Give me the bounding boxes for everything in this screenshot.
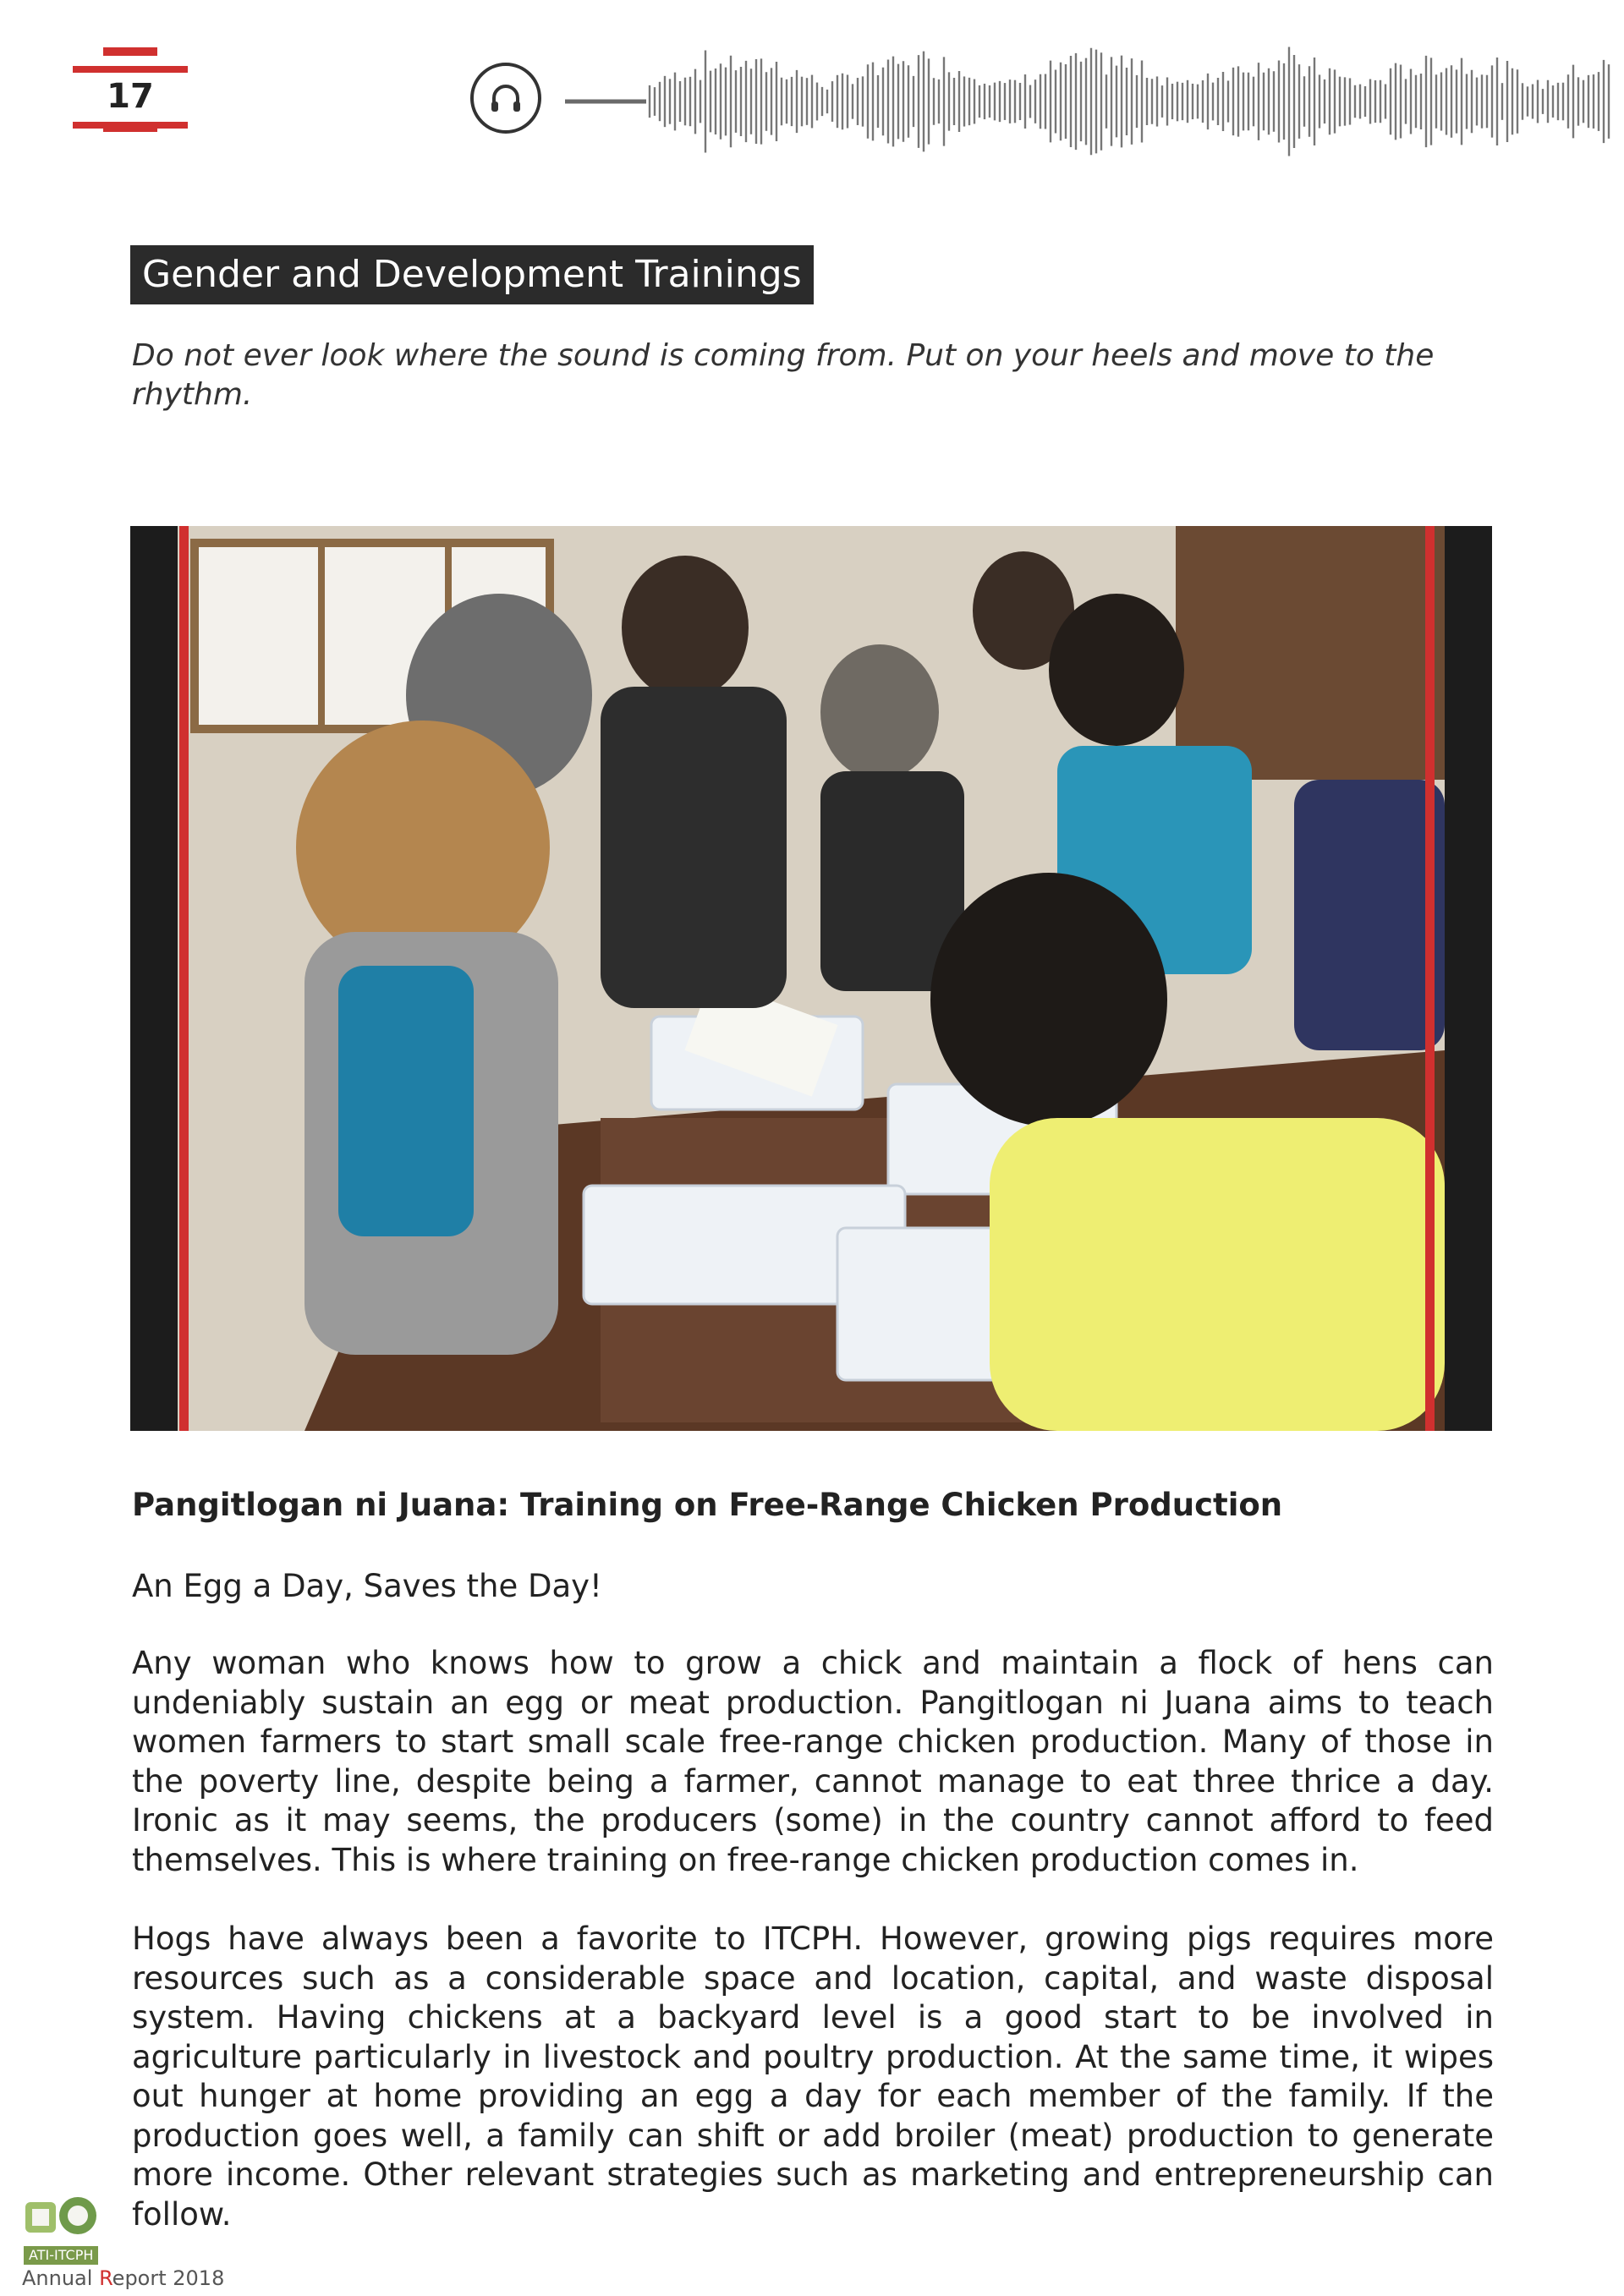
article-tagline: An Egg a Day, Saves the Day! <box>132 1568 602 1604</box>
article-paragraph: Any woman who knows how to grow a chick and maintain a flock of hens can undeniably sustain an egg or meat production. Pangitlogan ni Juana aims to teach women farmers to start small scale free-range chicken production. Many of those in the poverty line, despite being a farmer, cannot manage to eat three thrice a day. Ironic as it may seems, the producers (some) in the country cannot afford to feed themselves. This is where training on free-range chicken production comes in. <box>132 1645 1494 1878</box>
sound-waveform <box>565 34 1614 169</box>
photo-scene <box>178 526 1445 1431</box>
page-number: 17 <box>107 77 154 116</box>
photo-accent-right <box>1425 526 1435 1431</box>
footer-branding <box>17 2190 228 2290</box>
org-label: ATI-ITCPH <box>24 2246 98 2265</box>
ati-logo-icon <box>24 2190 100 2241</box>
article-paragraph: Hogs have always been a favorite to ITCPH. However, growing pigs requires more resources such as a considerable space and location, capital, and waste disposal system. Having chickens at a backyard level is a good start to be involved in agriculture particularly in livestock and poultry production. At the same time, it wipes out hunger at home providing an egg a day for each member of the family. If the production goes well, a family can shift or add broiler (meat) production to generate more income. Other relevant strategies such as marketing and entrepreneurship can follow. <box>132 1921 1494 2233</box>
report-label: Annual Report 2018 <box>22 2266 225 2290</box>
audio-player-button[interactable] <box>470 63 541 134</box>
headphones-icon <box>486 78 526 118</box>
photo-accent-left <box>179 526 189 1431</box>
article-subhead: Pangitlogan ni Juana: Training on Free-Range Chicken Production <box>132 1487 1283 1523</box>
lead-quote: Do not ever look where the sound is coming from. Put on your heels and move to the rhythm. <box>132 338 1435 412</box>
section-title: Gender and Development Trainings <box>130 245 814 304</box>
page-number-badge <box>73 47 188 132</box>
training-photo <box>130 526 1492 1431</box>
